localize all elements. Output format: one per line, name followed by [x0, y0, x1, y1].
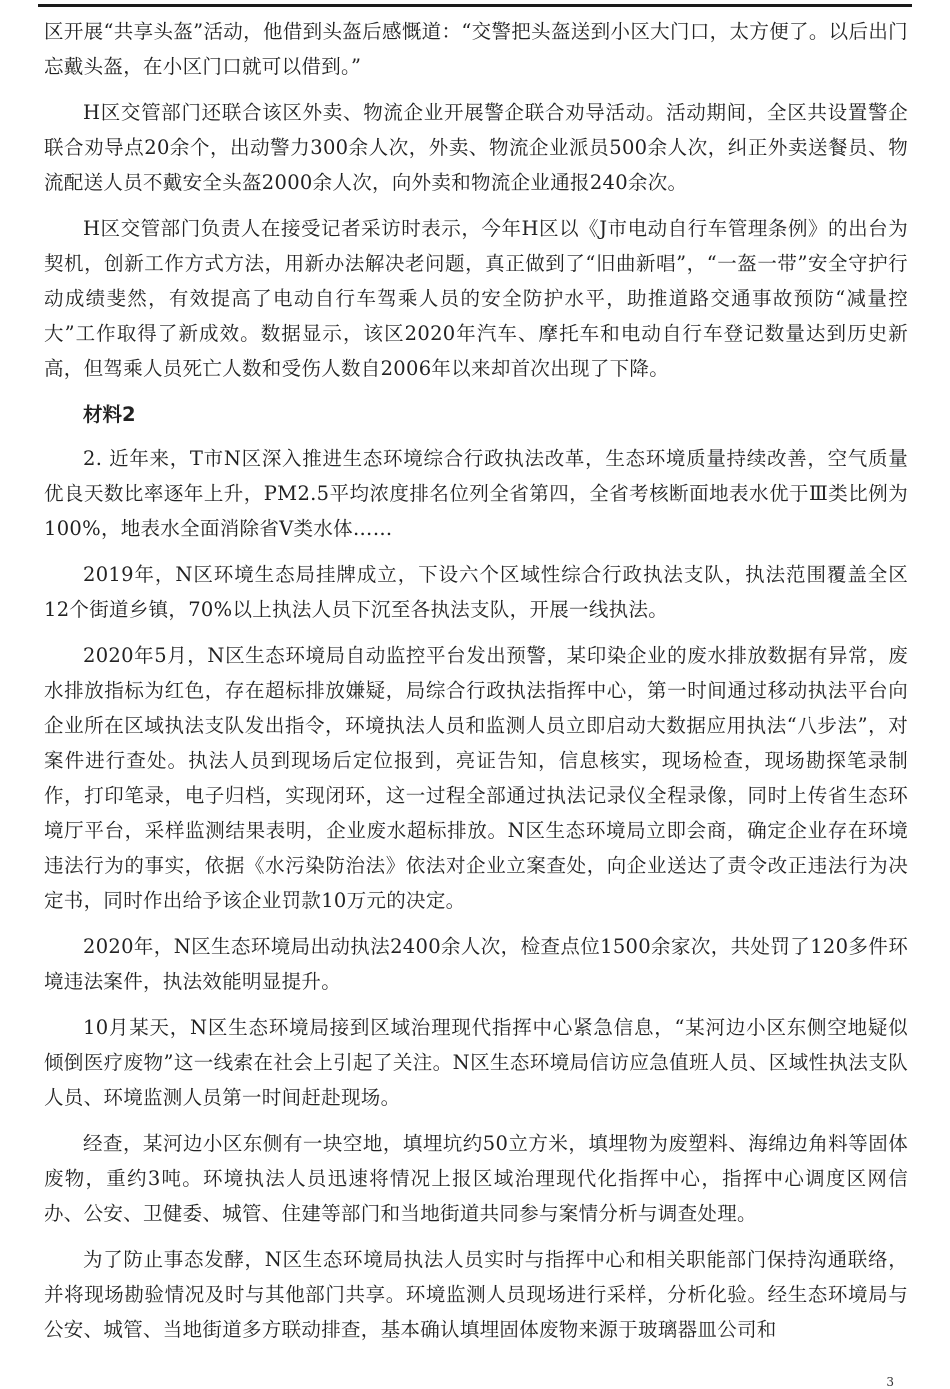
document-page — [44, 14, 908, 1358]
paragraph-6: 2020年5月，N区生态环境局自动监控平台发出预警，某印染企业的废水排放数据有异常，废水排放指标为红色，存在超标排放嫌疑，局综合行政执法指挥中心，第一时间通过移动执法平台向企业所在区域执法支队发出指令，环境执法人员和监测人员立即启动大数据应用执法“八步法”，对案件进行查处。执法人员到现场后定位报到，亮证告知，信息核实，现场检查，现场勘探笔录制作，打印笔录，电子归档，实现闭环，这一过程全部通过执法记录仪全程录像，同时上传省生态环境厅平台，采样监测结果表明，企业废水超标排放。N区生态环境局立即会商，确定企业存在环境违法行为的事实，依据《水污染防治法》依法对企业立案查处，向企业送达了责令改正违法行为决定书，同时作出给予该企业罚款10万元的决定。 — [44, 644, 908, 912]
section-heading: 材料2 — [83, 403, 136, 426]
paragraph-2: H区交管部门还联合该区外卖、物流企业开展警企联合劝导活动。活动期间，全区共设置警企联合劝导点20余个，出动警力300余人次，外卖、物流企业派员500余人次，纠正外卖送餐员、物流配送人员不戴安全头盔2000余人次，向外卖和物流企业通报240余次。 — [44, 101, 908, 194]
paragraph-8: 10月某天，N区生态环境局接到区域治理现代指挥中心紧急信息，“某河边小区东侧空地疑似倾倒医疗废物”这一线索在社会上引起了关注。N区生态环境局信访应急值班人员、区域性执法支队人员、环境监测人员第一时间赶赴现场。 — [44, 1016, 908, 1109]
header-rule — [38, 4, 912, 7]
paragraph-10: 为了防止事态发酵，N区生态环境局执法人员实时与指挥中心和相关职能部门保持沟通联络，并将现场勘验情况及时与其他部门共享。环境监测人员现场进行采样，分析化验。经生态环境局与公安、城管、当地街道多方联动排查，基本确认填埋固体废物来源于玻璃器皿公司和 — [44, 1248, 908, 1341]
paragraph-9: 经查，某河边小区东侧有一块空地，填埋坑约50立方米，填埋物为废塑料、海绵边角料等固体废物，重约3吨。环境执法人员迅速将情况上报区域治理现代化指挥中心，指挥中心调度区网信办、公安、卫健委、城管、住建等部门和当地街道共同参与案情分析与调查处理。 — [44, 1132, 908, 1225]
paragraph-3: H区交管部门负责人在接受记者采访时表示，今年H区以《J市电动自行车管理条例》的出台为契机，创新工作方式方法，用新办法解决老问题，真正做到了“旧曲新唱”，“一盔一带”安全守护行动成绩斐然，有效提高了电动自行车驾乘人员的安全防护水平，助推道路交通事故预防“减量控大”工作取得了新成效。数据显示，该区2020年汽车、摩托车和电动自行车登记数量达到历史新高，但驾乘人员死亡人数和受伤人数自2006年以来却首次出现了下降。 — [44, 217, 908, 380]
paragraph-5: 2019年，N区环境生态局挂牌成立，下设六个区域性综合行政执法支队，执法范围覆盖全区12个街道乡镇，70%以上执法人员下沉至各执法支队，开展一线执法。 — [44, 563, 908, 621]
paragraph-7: 2020年，N区生态环境局出动执法2400余人次，检查点位1500余家次，共处罚了120多件环境违法案件，执法效能明显提升。 — [44, 935, 908, 993]
paragraph-1: 区开展“共享头盔”活动，他借到头盔后感慨道：“交警把头盔送到小区大门口，太方便了。以后出门忘戴头盔，在小区门口就可以借到。” — [44, 20, 908, 78]
page-number: 3 — [886, 1375, 894, 1389]
paragraph-4: 2. 近年来，T市N区深入推进生态环境综合行政执法改革，生态环境质量持续改善，空气质量优良天数比率逐年上升，PM2.5平均浓度排名位列全省第四，全省考核断面地表水优于Ⅲ类比例为100%，地表水全面消除省Ⅴ类水体…… — [44, 447, 908, 540]
